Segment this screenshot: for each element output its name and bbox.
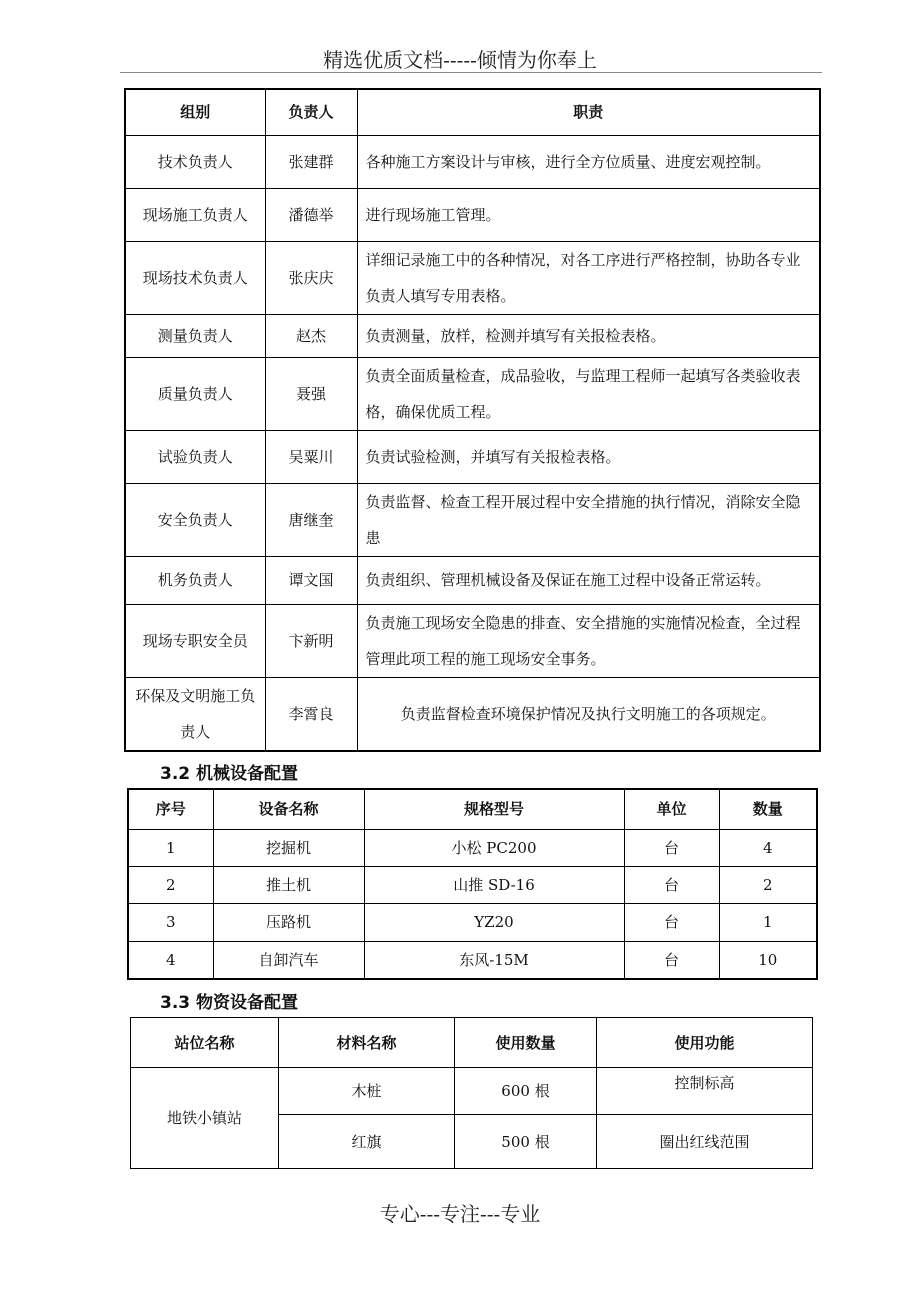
person-cell: 聂强: [265, 357, 357, 430]
table-row: [125, 135, 820, 188]
table-row: [125, 314, 820, 357]
table-row: [131, 1068, 813, 1115]
duty-cell: 各种施工方案设计与审核，进行全方位质量、进度宏观控制。: [357, 135, 820, 188]
table-row: [125, 430, 820, 483]
person-cell: 吴粟川: [265, 430, 357, 483]
table-row: [128, 903, 817, 941]
person-cell: 潘德举: [265, 188, 357, 241]
material-equipment-table: [130, 1017, 813, 1169]
duty-cell: 负责施工现场安全隐患的排查、安全措施的实施情况检查，全过程管理此项工程的施工现场安全事务。: [357, 604, 820, 677]
group-cell: 测量负责人: [125, 314, 265, 357]
group-cell: 现场技术负责人: [125, 241, 265, 314]
group-cell: 质量负责人: [125, 357, 265, 430]
table-row: [128, 866, 817, 903]
qty-cell: 1: [719, 903, 817, 941]
qty-cell: 4: [719, 829, 817, 866]
unit-cell: 台: [624, 903, 719, 941]
person-cell: 谭文国: [265, 556, 357, 604]
station-cell: 地铁小镇站: [131, 1068, 279, 1169]
machine-section-title: 3.2 机械设备配置: [160, 764, 299, 784]
group-cell: 环保及文明施工负责人: [125, 677, 265, 751]
spec-cell: 小松 PC200: [364, 829, 624, 866]
staff-responsibility-table: [124, 88, 821, 752]
material-cell: 红旗: [279, 1115, 455, 1169]
duty-cell: 负责试验检测，并填写有关报检表格。: [357, 430, 820, 483]
qty-cell: 500 根: [455, 1115, 597, 1169]
duty-cell: 详细记录施工中的各种情况，对各工序进行严格控制，协助各专业负责人填写专用表格。: [357, 241, 820, 314]
no-cell: 2: [128, 866, 213, 903]
material-section-title: 3.3 物资设备配置: [160, 993, 299, 1013]
duty-cell: 进行现场施工管理。: [357, 188, 820, 241]
unit-cell: 台: [624, 866, 719, 903]
spec-cell: 东风-15M: [364, 941, 624, 979]
qty-cell: 10: [719, 941, 817, 979]
group-cell: 技术负责人: [125, 135, 265, 188]
header-spec: 规格型号: [364, 789, 624, 829]
name-cell: 自卸汽车: [213, 941, 364, 979]
name-cell: 挖掘机: [213, 829, 364, 866]
table-row: [125, 604, 820, 677]
duty-cell: 负责监督检查环境保护情况及执行文明施工的各项规定。: [357, 677, 820, 751]
table-row: [125, 677, 820, 751]
group-cell: 机务负责人: [125, 556, 265, 604]
table-header-row: [125, 89, 820, 135]
header-qty: 使用数量: [455, 1018, 597, 1068]
page-footer: 专心---专注---专业: [379, 1202, 541, 1226]
spec-cell: YZ20: [364, 903, 624, 941]
group-cell: 现场施工负责人: [125, 188, 265, 241]
person-cell: 唐继奎: [265, 483, 357, 556]
header-duty: 职责: [357, 89, 820, 135]
table-row: [128, 829, 817, 866]
table-row: [125, 357, 820, 430]
no-cell: 1: [128, 829, 213, 866]
duty-cell: 负责测量，放样，检测并填写有关报检表格。: [357, 314, 820, 357]
material-cell: 木桩: [279, 1068, 455, 1115]
table-header-row: [131, 1018, 813, 1068]
qty-cell: 600 根: [455, 1068, 597, 1115]
header-no: 序号: [128, 789, 213, 829]
name-cell: 推土机: [213, 866, 364, 903]
group-cell: 安全负责人: [125, 483, 265, 556]
table-row: [125, 188, 820, 241]
unit-cell: 台: [624, 829, 719, 866]
table-row: [128, 941, 817, 979]
header-qty: 数量: [719, 789, 817, 829]
page-header-title: 精选优质文档-----倾情为你奉上: [323, 48, 597, 72]
header-name: 设备名称: [213, 789, 364, 829]
table-row: [125, 483, 820, 556]
person-cell: 张庆庆: [265, 241, 357, 314]
machine-equipment-table: [127, 788, 818, 980]
table-row: [125, 556, 820, 604]
unit-cell: 台: [624, 941, 719, 979]
person-cell: 李霄良: [265, 677, 357, 751]
header-function: 使用功能: [597, 1018, 813, 1068]
header-station: 站位名称: [131, 1018, 279, 1068]
function-cell: 控制标高: [597, 1068, 813, 1115]
header-group: 组别: [125, 89, 265, 135]
group-cell: 试验负责人: [125, 430, 265, 483]
header-unit: 单位: [624, 789, 719, 829]
header-material: 材料名称: [279, 1018, 455, 1068]
duty-cell: 负责全面质量检查，成品验收，与监理工程师一起填写各类验收表格，确保优质工程。: [357, 357, 820, 430]
header-divider: [120, 72, 822, 73]
header-person: 负责人: [265, 89, 357, 135]
person-cell: 张建群: [265, 135, 357, 188]
duty-cell: 负责监督、检查工程开展过程中安全措施的执行情况，消除安全隐患: [357, 483, 820, 556]
no-cell: 3: [128, 903, 213, 941]
name-cell: 压路机: [213, 903, 364, 941]
person-cell: 赵杰: [265, 314, 357, 357]
qty-cell: 2: [719, 866, 817, 903]
spec-cell: 山推 SD-16: [364, 866, 624, 903]
table-row: [125, 241, 820, 314]
person-cell: 卞新明: [265, 604, 357, 677]
duty-cell: 负责组织、管理机械设备及保证在施工过程中设备正常运转。: [357, 556, 820, 604]
group-cell: 现场专职安全员: [125, 604, 265, 677]
no-cell: 4: [128, 941, 213, 979]
function-cell: 圈出红线范围: [597, 1115, 813, 1169]
table-header-row: [128, 789, 817, 829]
